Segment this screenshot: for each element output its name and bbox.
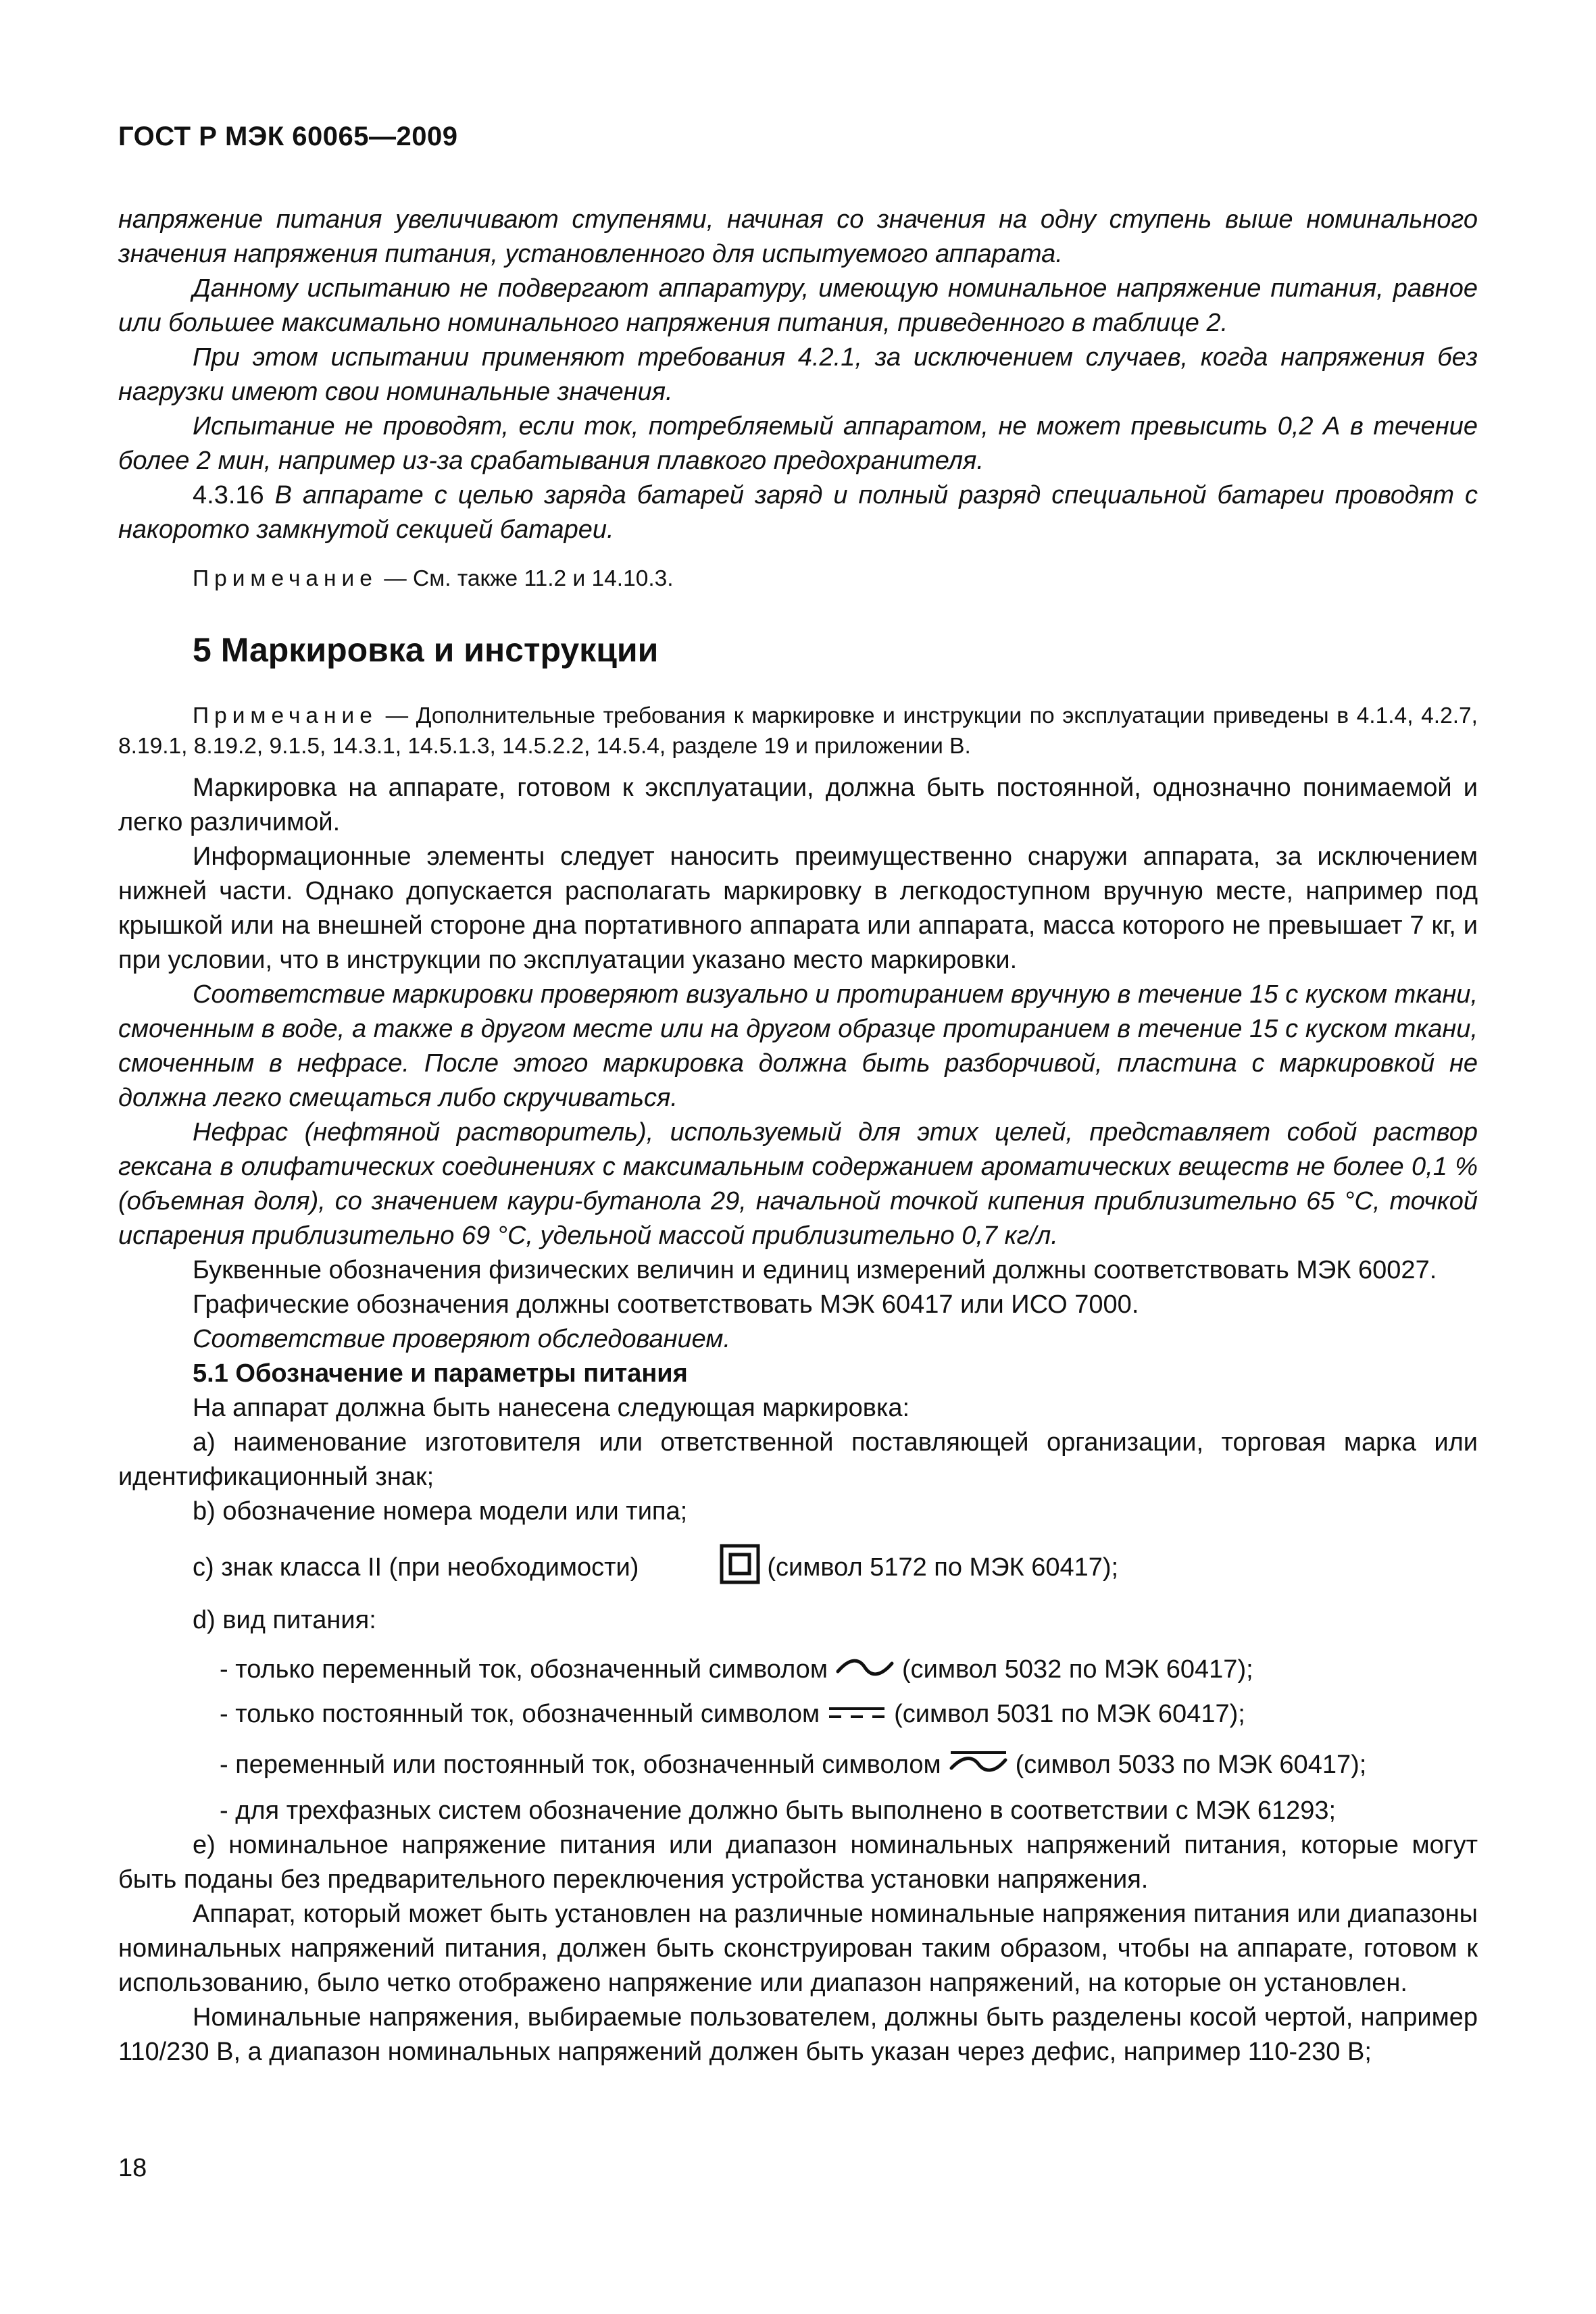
subsection-title: 5.1 Обозначение и параметры питания bbox=[193, 1359, 688, 1388]
class-ii-symbol-icon bbox=[645, 1544, 760, 1594]
section-note-label: Примечание bbox=[193, 703, 378, 728]
supply-dc bbox=[118, 1697, 1478, 1732]
clause-number: 4.3.16 bbox=[193, 481, 264, 509]
supply-ac bbox=[118, 1653, 1478, 1688]
paragraph-continuation: напряжение питания увеличивают ступенями, начиная со значения на одну ступень выше номинального значения напряжения питания, установленного для испытуемого аппарата. bbox=[118, 205, 1478, 268]
paragraph-exemption: Данному испытанию не подвергают аппаратуру, имеющую номинальное напряжение питания, равное или большее максимально номинального напряжения питания, приведенного в таблице 2. bbox=[118, 274, 1478, 337]
list-item-c bbox=[118, 1544, 1478, 1594]
paragraph-requirements: При этом испытании применяют требования 4.2.1, за исключением случаев, когда напряжения без нагрузки имеют свои номинальные значения. bbox=[118, 343, 1478, 406]
page-number: 18 bbox=[118, 2154, 147, 2182]
supply-ac-dc-ref: (символ 5033 по МЭК 60417); bbox=[1015, 1750, 1367, 1779]
clause-text: В аппарате с целью заряда батарей заряд и полный разряд специальной батареи проводят с накоротко замкнутой секцией батареи. bbox=[118, 481, 1478, 544]
page-content bbox=[118, 203, 1478, 2069]
paragraph-multi-voltage: Аппарат, который может быть установлен на различные номинальные напряжения питания или диапазоны номинальных напряжений питания, должен быть сконструирован таким образом, чтобы на аппарате, готовом к использованию, было четко отображено напряжение или диапазон напряжений, на которые он установлен. bbox=[118, 1899, 1478, 1997]
list-item-e: e) номинальное напряжение питания или диапазон номинальных напряжений питания, которые могут быть поданы без предварительного переключения устройства установки напряжения. bbox=[118, 1830, 1478, 1894]
paragraph-info-elements: Информационные элементы следует наносить преимущественно снаружи аппарата, за исключением нижней части. Однако допускается располагать маркировку в легкодоступном вручную месте, например под крышкой или на внешней стороне дна портативного аппарата или аппарата, масса которого не превышает 7 кг, и при условии, что в инструкции по эксплуатации указано место маркировки. bbox=[118, 842, 1478, 974]
note-label: Примечание bbox=[193, 566, 378, 591]
paragraph-compliance-check: Соответствие маркировки проверяют визуально и протиранием вручную в течение 15 с куском ткани, смоченным в воде, а также в другом месте или на другом образце протиранием в течение 15 с куском ткани, смоченным в нефрасе. После этого маркировка должна быть разборчивой, пластина с маркировкой не должна легко смещаться либо скручиваться. bbox=[118, 980, 1478, 1112]
list-item-d: d) вид питания: bbox=[193, 1606, 376, 1634]
list-item-b: b) обозначение номера модели или типа; bbox=[193, 1497, 688, 1526]
ac-symbol-icon bbox=[834, 1653, 895, 1688]
section-note-text: — Дополнительные требования к маркировке и инструкции по эксплуатации приведены в 4.1.4, 4.2.7, 8.19.1, 8.19.2, 9.1.5, 14.3.1, 14.5.1.3, 14.5.2.2, 14.5.4, разделе 19 и приложении В. bbox=[118, 703, 1478, 759]
supply-three-phase: - для трехфазных систем обозначение должно быть выполнено в соответствии с МЭК 61293; bbox=[220, 1796, 1337, 1825]
paragraph-nefras: Нефрас (нефтяной растворитель), используемый для этих целей, представляет собой раствор гексана в олифатических соединениях с максимальным содержанием ароматических веществ не более 0,1 % (объемная доля), со значением каури-бутанола 29, начальной точкой кипения приблизительно 65 °С, точкой испарения приблизительно 69 °С, удельной массой приблизительно 0,7 кг/л. bbox=[118, 1118, 1478, 1250]
ac-dc-symbol-icon bbox=[948, 1748, 1009, 1784]
note-text: — См. также 11.2 и 14.10.3. bbox=[377, 566, 674, 591]
paragraph-marking: Маркировка на аппарате, готовом к эксплуатации, должна быть постоянной, однозначно понимаемой и легко различимой. bbox=[118, 774, 1478, 836]
paragraph-inspection: Соответствие проверяют обследованием. bbox=[193, 1325, 730, 1353]
list-item-a: a) наименование изготовителя или ответственной поставляющей организации, торговая марка или идентификационный знак; bbox=[118, 1428, 1478, 1491]
supply-ac-ref: (символ 5032 по МЭК 60417); bbox=[901, 1655, 1253, 1684]
supply-ac-dc-text: - переменный или постоянный ток, обозначенный символом bbox=[220, 1750, 941, 1779]
supply-dc-text: - только постоянный ток, обозначенный символом bbox=[220, 1700, 820, 1729]
marking-intro: На аппарат должна быть нанесена следующая маркировка: bbox=[193, 1394, 910, 1422]
supply-ac-dc bbox=[118, 1748, 1478, 1784]
document-header: ГОСТ Р МЭК 60065—2009 bbox=[118, 122, 458, 151]
section-note bbox=[118, 701, 1478, 761]
supply-dc-ref: (символ 5031 по МЭК 60417); bbox=[894, 1700, 1245, 1729]
supply-ac-text: - только переменный ток, обозначенный символом bbox=[220, 1655, 828, 1684]
section-title: 5 Маркировка и инструкции bbox=[193, 631, 659, 669]
paragraph-graphic-symbols: Графические обозначения должны соответствовать МЭК 60417 или ИСО 7000. bbox=[193, 1290, 1139, 1319]
paragraph-letter-symbols: Буквенные обозначения физических величин и единиц измерений должны соответствовать МЭК 60027. bbox=[193, 1256, 1437, 1284]
list-item-c-ref: (символ 5172 по МЭК 60417); bbox=[767, 1553, 1119, 1582]
paragraph-no-test: Испытание не проводят, если ток, потребляемый аппаратом, не может превысить 0,2 А в течение более 2 мин, например из-за срабатывания плавкого предохранителя. bbox=[118, 412, 1478, 475]
dc-symbol-icon bbox=[826, 1699, 887, 1733]
paragraph-voltage-notation: Номинальные напряжения, выбираемые пользователем, должны быть разделены косой чертой, например 110/230 В, а диапазон номинальных напряжений должен быть указан через дефис, например 110-230 В; bbox=[118, 2003, 1478, 2066]
note bbox=[118, 563, 1478, 594]
list-item-c-text: c) знак класса II (при необходимости) bbox=[193, 1553, 639, 1582]
clause-4-3-16 bbox=[118, 478, 1478, 547]
